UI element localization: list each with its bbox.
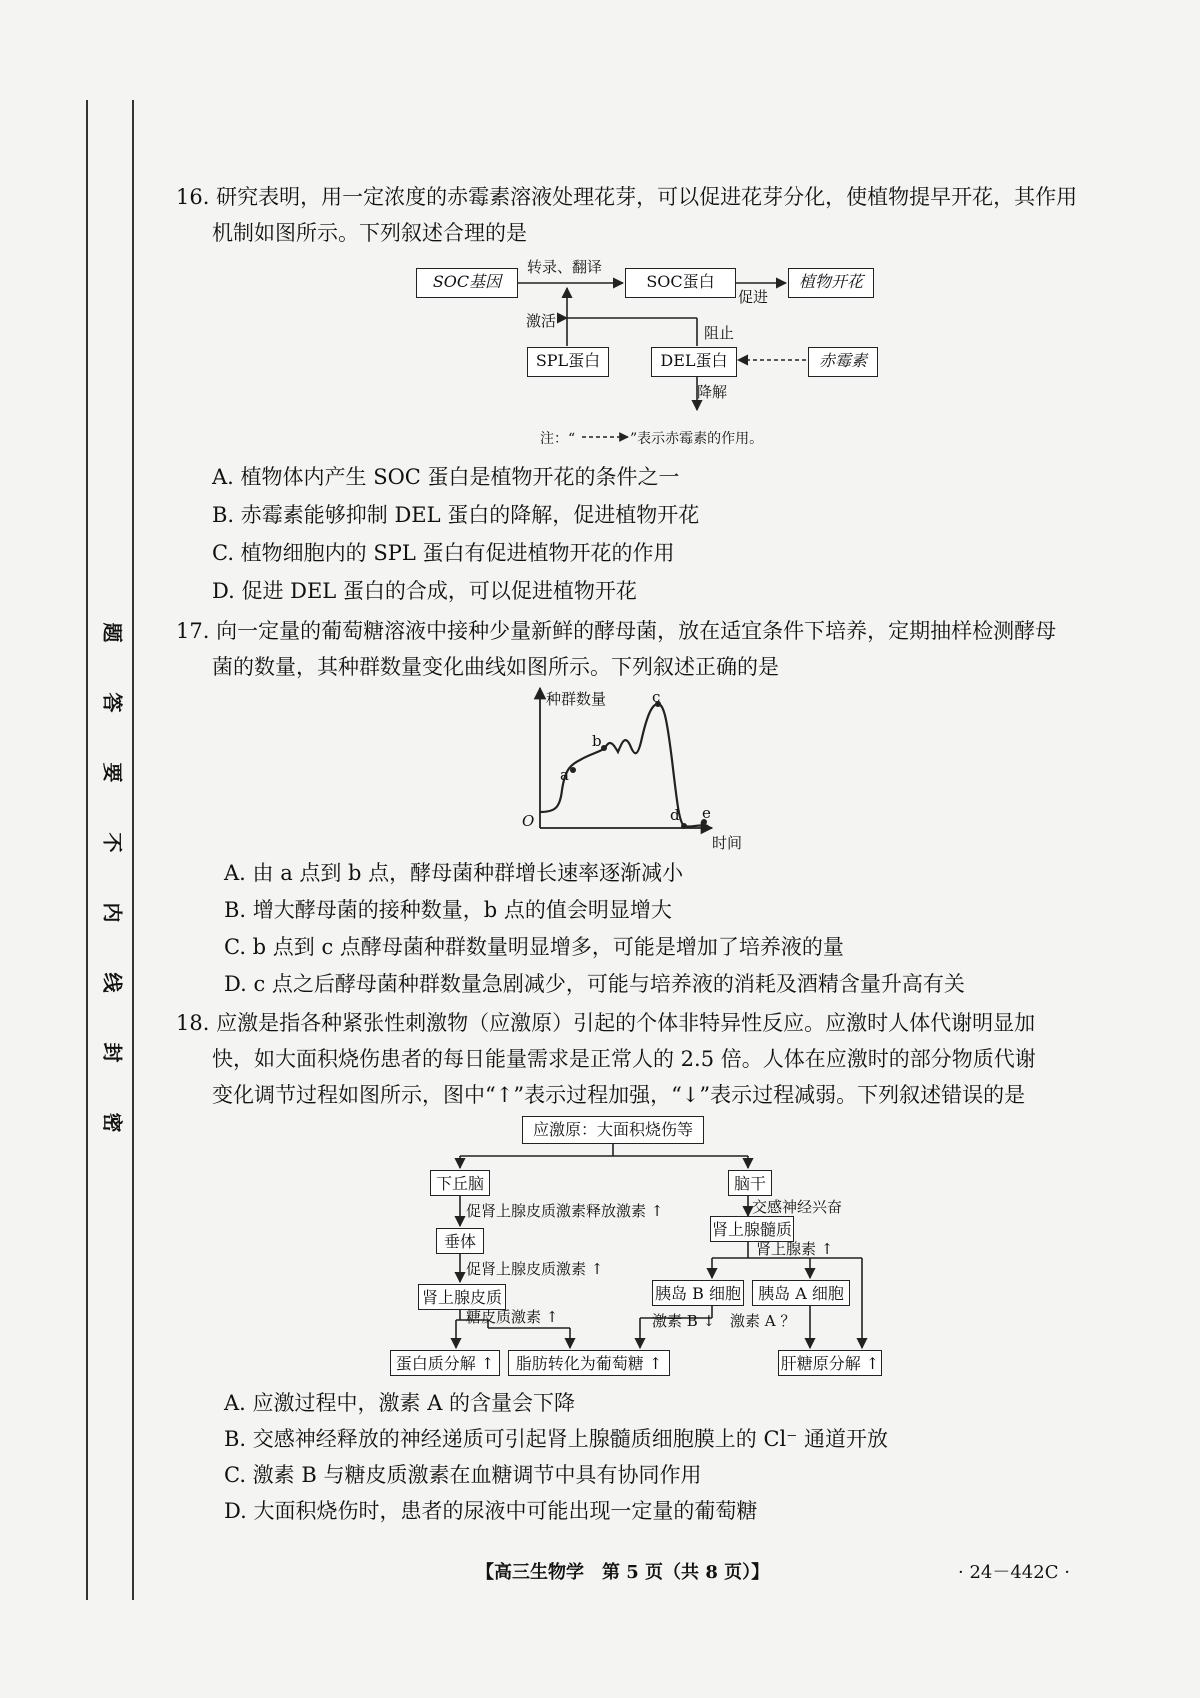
- margin-char: 答: [100, 692, 125, 713]
- stressor-box: 应激原：大面积烧伤等: [522, 1116, 704, 1144]
- label-promote: 促进: [738, 288, 769, 306]
- margin-char: 内: [100, 902, 125, 923]
- label-sympathetic: 交感神经兴奋: [752, 1198, 843, 1216]
- y-axis-label: 种群数量: [546, 690, 607, 708]
- q18-stem-line1: 18. 应激是指各种紧张性刺激物（应激原）引起的个体非特异性反应。应激时人体代谢明显加: [176, 1011, 1036, 1035]
- flowering-box: 植物开花: [788, 268, 874, 298]
- point-e-label: e: [702, 804, 711, 822]
- label-acth: 促肾上腺皮质激素 ↑: [466, 1260, 604, 1278]
- label-epinephrine: 肾上腺素 ↑: [756, 1240, 834, 1258]
- point-d-label: d: [670, 806, 680, 824]
- spl-protein-box: SPL蛋白: [527, 347, 609, 377]
- q16-option-a: A. 植物体内产生 SOC 蛋白是植物开花的条件之一: [212, 465, 680, 489]
- adrenal-medulla-box: 肾上腺髓质: [710, 1216, 794, 1242]
- x-axis-label: 时间: [712, 834, 743, 852]
- q18-stem-line2: 快，如大面积烧伤患者的每日能量需求是正常人的 2.5 倍。人体在应激时的部分物质代谢: [212, 1047, 1036, 1071]
- label-hormone-b: 激素 B ↓: [652, 1312, 716, 1330]
- q17-option-d: D. c 点之后酵母菌种群数量急剧减少，可能与培养液的消耗及酒精含量升高有关: [224, 972, 965, 996]
- q17-stem-line1: 17. 向一定量的葡萄糖溶液中接种少量新鲜的酵母菌，放在适宜条件下培养，定期抽样检测酵母: [176, 619, 1057, 643]
- q17-option-a: A. 由 a 点到 b 点，酵母菌种群增长速率逐渐减小: [224, 861, 684, 885]
- margin-char: 线: [100, 972, 125, 993]
- page-footer-code: · 24－442C ·: [958, 1562, 1070, 1583]
- hypothalamus-box: 下丘脑: [430, 1170, 490, 1196]
- glycogen-breakdown-box: 肝糖原分解 ↑: [778, 1350, 882, 1376]
- soc-protein-box: SOC蛋白: [625, 268, 736, 298]
- fat-to-glucose-box: 脂肪转化为葡萄糖 ↑: [508, 1350, 670, 1376]
- label-block: 阻止: [704, 324, 735, 342]
- q17-option-c: C. b 点到 c 点酵母菌种群数量明显增多，可能是增加了培养液的量: [224, 935, 844, 959]
- q16-stem-line1: 16. 研究表明，用一定浓度的赤霉素溶液处理花芽，可以促进花芽分化，使植物提早开花，其作用: [176, 185, 1078, 209]
- q17-stem-line2: 菌的数量，其种群数量变化曲线如图所示。下列叙述正确的是: [212, 655, 779, 679]
- islet-a-box: 胰岛 A 细胞: [752, 1280, 850, 1306]
- origin-label: O: [522, 812, 535, 830]
- margin-char: 题: [100, 622, 125, 643]
- diagram-note-suffix: ”表示赤霉素的作用。: [630, 431, 764, 447]
- label-activate: 激活: [526, 312, 557, 330]
- diagram-note-prefix: 注：“: [540, 431, 576, 447]
- q16-option-b: B. 赤霉素能够抑制 DEL 蛋白的降解，促进植物开花: [212, 503, 700, 527]
- margin-char: 要: [100, 762, 125, 783]
- q16-option-d: D. 促进 DEL 蛋白的合成，可以促进植物开花: [212, 579, 637, 603]
- label-cortisol: 糖皮质激素 ↑: [466, 1308, 559, 1326]
- point-b-label: b: [592, 732, 602, 750]
- brainstem-box: 脑干: [728, 1170, 772, 1196]
- soc-gene-box: SOC基因: [416, 268, 518, 298]
- q18-stem-line3: 变化调节过程如图所示，图中“↑”表示过程加强，“↓”表示过程减弱。下列叙述错误的是: [212, 1083, 1026, 1107]
- pituitary-box: 垂体: [436, 1228, 484, 1254]
- page-footer-title: 【高三生物学 第 5 页（共 8 页）】: [476, 1562, 770, 1583]
- label-transcribe: 转录、翻译: [527, 258, 603, 276]
- label-degrade: 降解: [697, 383, 728, 401]
- q18-option-a: A. 应激过程中，激素 A 的含量会下降: [224, 1391, 576, 1415]
- margin-char: 不: [100, 832, 125, 853]
- q18-option-b: B. 交感神经释放的神经递质可引起肾上腺髓质细胞膜上的 Cl⁻ 通道开放: [224, 1427, 888, 1451]
- margin-char: 封: [100, 1042, 125, 1063]
- q17-option-b: B. 增大酵母菌的接种数量，b 点的值会明显增大: [224, 898, 672, 922]
- q18-option-d: D. 大面积烧伤时，患者的尿液中可能出现一定量的葡萄糖: [224, 1499, 758, 1523]
- label-crh: 促肾上腺皮质激素释放激素 ↑: [466, 1202, 664, 1220]
- gibberellin-box: 赤霉素: [808, 347, 878, 377]
- q16-stem-line2: 机制如图所示。下列叙述合理的是: [212, 221, 527, 245]
- islet-b-box: 胰岛 B 细胞: [652, 1280, 744, 1306]
- point-a-label: a: [560, 766, 569, 784]
- del-protein-box: DEL蛋白: [651, 347, 737, 377]
- label-hormone-a: 激素 A ？: [730, 1312, 796, 1330]
- protein-breakdown-box: 蛋白质分解 ↑: [390, 1350, 500, 1376]
- q16-option-c: C. 植物细胞内的 SPL 蛋白有促进植物开花的作用: [212, 541, 675, 565]
- adrenal-cortex-box: 肾上腺皮质: [418, 1284, 506, 1310]
- q18-option-c: C. 激素 B 与糖皮质激素在血糖调节中具有协同作用: [224, 1463, 702, 1487]
- point-c-label: c: [652, 688, 661, 706]
- margin-char: 密: [100, 1112, 125, 1133]
